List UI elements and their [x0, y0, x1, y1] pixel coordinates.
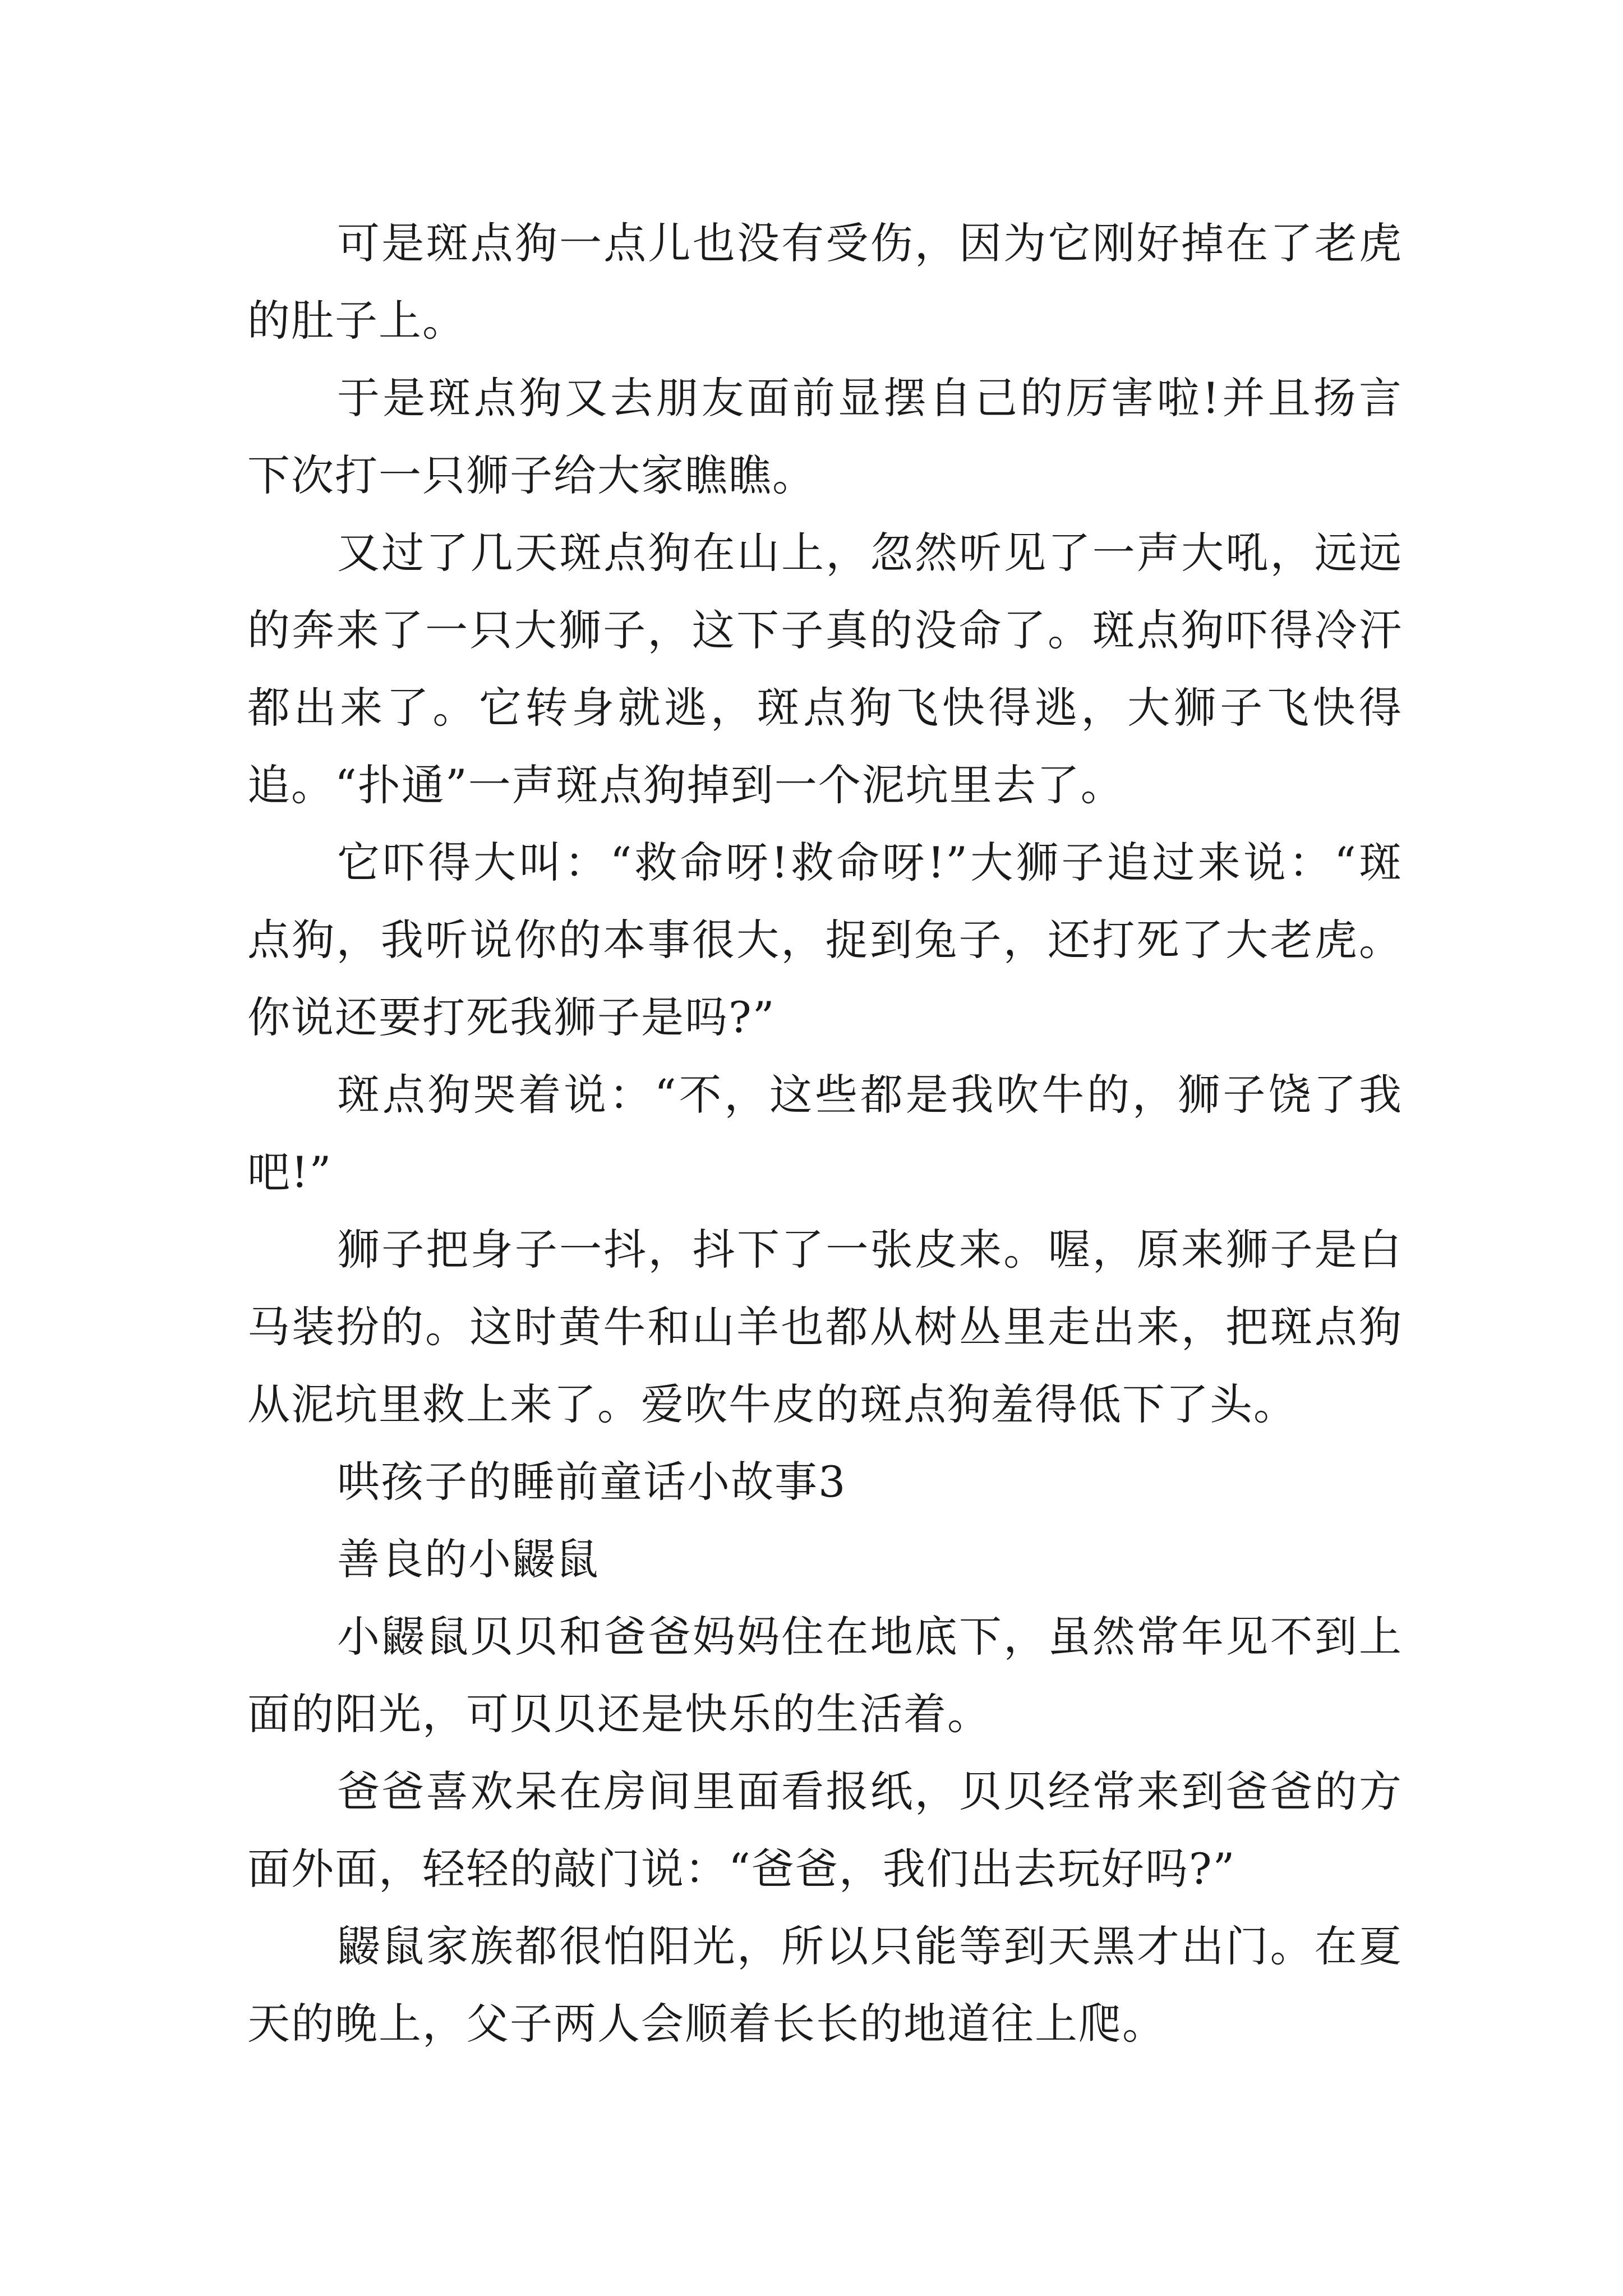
- paragraph-4: 它吓得大叫：“救命呀!救命呀!”大狮子追过来说：“斑点狗，我听说你的本事很大，捉到兔子，还打死了大老虎。你说还要打死我狮子是吗?”: [247, 838, 1403, 1042]
- paragraph-5: 斑点狗哭着说：“不，这些都是我吹牛的，狮子饶了我吧!”: [247, 1070, 1403, 1197]
- paragraph-1: 可是斑点狗一点儿也没有受伤，因为它刚好掉在了老虎的肚子上。: [247, 218, 1403, 346]
- paragraph-6: 狮子把身子一抖，抖下了一张皮来。喔，原来狮子是白马装扮的。这时黄牛和山羊也都从树丛里走出来，把斑点狗从泥坑里救上来了。爱吹牛皮的斑点狗羞得低下了头。: [247, 1225, 1403, 1429]
- paragraph-3: 又过了几天斑点狗在山上，忽然听见了一声大吼，远远的奔来了一只大狮子，这下子真的没命了。斑点狗吓得冷汗都出来了。它转身就逃，斑点狗飞快得逃，大狮子飞快得追。“扑通”一声斑点狗掉到一个泥坑里去了。: [247, 528, 1403, 810]
- section-heading: 哄孩子的睡前童话小故事3: [337, 1457, 847, 1507]
- paragraph-7: 小鼹鼠贝贝和爸爸妈妈住在地底下，虽然常年见不到上面的阳光，可贝贝还是快乐的生活着。: [247, 1612, 1403, 1739]
- story-text: [247, 205, 1403, 2063]
- story-title: 善良的小鼹鼠: [337, 1534, 600, 1584]
- paragraph-2: 于是斑点狗又去朋友面前显摆自己的厉害啦!并且扬言下次打一只狮子给大家瞧瞧。: [247, 373, 1403, 500]
- paragraph-9: 鼹鼠家族都很怕阳光，所以只能等到天黑才出门。在夏天的晚上，父子两人会顺着长长的地道往上爬。: [247, 1921, 1403, 2049]
- paragraph-8: 爸爸喜欢呆在房间里面看报纸，贝贝经常来到爸爸的方面外面，轻轻的敲门说：“爸爸，我们出去玩好吗?”: [247, 1766, 1403, 1894]
